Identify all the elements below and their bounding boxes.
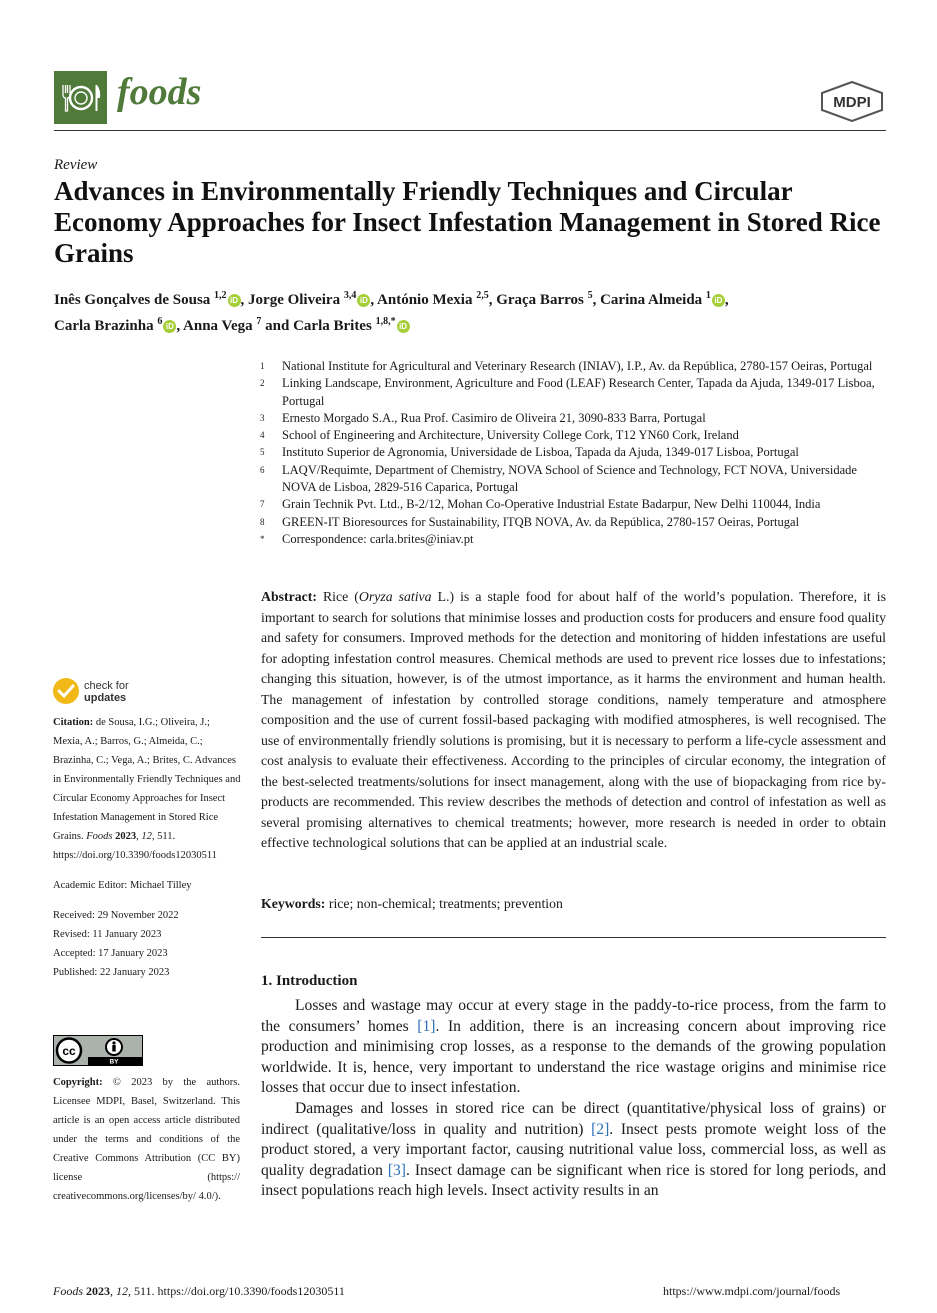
footer-journal-url[interactable]: https://www.mdpi.com/journal/foods bbox=[663, 1284, 841, 1298]
accepted-date: Accepted: 17 January 2023 bbox=[53, 948, 168, 959]
affiliation-item bbox=[260, 410, 886, 427]
abstract bbox=[261, 587, 886, 854]
affiliation-list bbox=[260, 358, 886, 548]
check-updates-label: check for bbox=[84, 680, 129, 692]
author-name: Graça Barros bbox=[496, 292, 584, 308]
citation-label: Citation: bbox=[53, 717, 94, 728]
keywords-label: Keywords: bbox=[261, 896, 326, 911]
check-updates-label-bold: updates bbox=[84, 692, 127, 704]
affiliation-number: 6 bbox=[260, 464, 265, 475]
cc-by-label: BY bbox=[109, 1058, 119, 1065]
fork-plate-knife-icon bbox=[54, 71, 107, 124]
paragraph bbox=[261, 1099, 886, 1202]
author-affiliation-marker: 5 bbox=[587, 290, 593, 301]
affiliation-text: School of Engineering and Architecture, University College Cork, T12 YN60 Cork, Ireland bbox=[282, 428, 739, 443]
author-affiliation-marker: 1,8,* bbox=[375, 316, 396, 327]
affiliation-text: Ernesto Morgado S.A., Rua Prof. Casimiro de Oliveira 21, 3090-833 Barra, Portugal bbox=[282, 410, 706, 425]
paragraph-text: . Insect damage can be significant when rice is stored for long periods, and insect populations reach high levels. Insect activity results in an bbox=[261, 1161, 886, 1200]
citation-journal: Foods bbox=[86, 831, 113, 842]
author-affiliation-marker: 7 bbox=[256, 316, 262, 327]
author-affiliation-marker: 1 bbox=[705, 290, 711, 301]
footer-year: 2023 bbox=[86, 1284, 110, 1298]
article-info-sidebar bbox=[53, 713, 241, 982]
author-separator: , bbox=[592, 292, 601, 308]
header-divider bbox=[54, 130, 886, 131]
mdpi-logo-icon bbox=[818, 80, 886, 122]
cc-by-license-badge[interactable] bbox=[53, 1035, 143, 1066]
affiliation-item bbox=[260, 427, 886, 444]
published-date: Published: 22 January 2023 bbox=[53, 967, 170, 978]
affiliation-text: Correspondence: carla.brites@iniav.pt bbox=[282, 531, 474, 546]
citation-text: de Sousa, I.G.; Oliveira, J.; Mexia, A.; Barros, G.; Almeida, C.; Brazinha, C.; Vega, A.; Brites, C. Advances in Environmentally Friendly Techniques and Circular Economy Approaches for Insect Infestation Management in Stored Rice Grains. bbox=[53, 717, 241, 842]
copyright-text: © 2023 by the authors. Licensee MDPI, Basel, Switzerland. This article is an open access article distributed under the terms and conditions of the Creative Commons Attribution (CC BY) license (https:// creativecommons.org/licenses/by/ 4.0/). bbox=[53, 1077, 240, 1202]
keywords-text: rice; non-chemical; treatments; prevention bbox=[328, 896, 563, 911]
checkmark-icon bbox=[53, 678, 79, 704]
affiliation-text: GREEN-IT Bioresources for Sustainability, ITQB NOVA, Av. da República, 2780-157 Oeiras, Portugal bbox=[282, 514, 800, 529]
abstract-label: Abstract: bbox=[261, 589, 317, 604]
abstract-text: L.) is a staple food for about half of the world’s population. Therefore, it is important to search for solutions that minimise losses and production costs for producers and ensure food quality and safety for consumers. Improved methods for the detection and monitoring of hidden infestations are useful for adopting infestation control measures. Chemical methods are used to prevent rice losses due to infestations; changing this situation, however, is of the utmost importance, as it harms the environment and human health. The management of infestation by controlled storage conditions, namely temperature and atmosphere composition and the use of current fossil-based packaging with modified atmospheres, is well recognised. The use of environmentally friendly solutions is promising, but it is necessary to perform a life-cycle assessment and cost analysis to evaluate their effectiveness. According to the principles of circular economy, the integration of the best-selected treatments/solutions for insect management, along with the use of biopackaging from rice by-products are recommended. This review describes the methods of detection and control of infestation as well as several promising alternatives to chemical treatments; however, more research is needed in order to obtain effective technological solutions that can be applied at an industrial scale. bbox=[261, 589, 886, 850]
paragraph-text: . In addition, there is an increasing concern about improving rice production and minimising crop losses, as a response to the demands of the growing population worldwide. It is, hence, very important to understand the rice wastage origins and minimise rice losses that occur due to insect infestation. bbox=[261, 1017, 886, 1097]
author-name: António Mexia bbox=[377, 292, 473, 308]
author-separator: , bbox=[370, 292, 378, 308]
footer-doi[interactable]: , 511. https://doi.org/10.3390/foods12030511 bbox=[128, 1284, 345, 1298]
author-name: Carla Brazinha bbox=[54, 318, 154, 334]
affiliation-number: 4 bbox=[260, 430, 265, 441]
orcid-icon[interactable]: iD bbox=[712, 294, 725, 307]
journal-name: foods bbox=[117, 71, 202, 113]
author-separator: and bbox=[261, 318, 294, 334]
citation-link[interactable]: [2] bbox=[591, 1120, 610, 1138]
copyright-label: Copyright: bbox=[53, 1077, 103, 1088]
author-affiliation-marker: 2,5 bbox=[476, 290, 489, 301]
affiliation-text: National Institute for Agricultural and Veterinary Research (INIAV), I.P., Av. da República, 2780-157 Oeiras, Portugal bbox=[282, 359, 873, 373]
affiliation-number: 1 bbox=[260, 361, 265, 371]
author-name: Carina Almeida bbox=[600, 292, 703, 308]
orcid-icon[interactable]: iD bbox=[228, 294, 241, 307]
creative-commons-icon bbox=[54, 1036, 142, 1065]
affiliation-number: * bbox=[260, 533, 265, 544]
affiliation-text: LAQV/Requimte, Department of Chemistry, NOVA School of Science and Technology, FCT NOVA, Universidade NOVA de Lisboa, 2829-516 Caparica, Portugal bbox=[282, 462, 857, 495]
article-title: Advances in Environmentally Friendly Techniques and Circular Economy Approaches for Insect Infestation Management in Stored Rice Grains bbox=[54, 176, 881, 268]
citation-link[interactable]: [1] bbox=[417, 1017, 436, 1035]
author-affiliation-marker: 3,4 bbox=[343, 290, 357, 301]
check-updates-button[interactable] bbox=[53, 678, 79, 704]
affiliation-text: Grain Technik Pvt. Ltd., B-2/12, Mohan Co-Operative Industrial Estate Badarpur, New Delhi 110044, India bbox=[282, 497, 821, 512]
citation: Citation: de Sousa, I.G.; Oliveira, J.; Mexia, A.; Barros, G.; Almeida, C.; Brazinha, C.; Vega, A.; Brites, C. Advances in Environmentally Friendly Techniques and Circular Economy Approaches for Insect Infestation Management in Stored Rice Grains. Foods 2023, 12, 511. https://doi.org/10.3390/foods12030511 bbox=[53, 717, 241, 861]
author-separator: , bbox=[176, 318, 184, 334]
affiliation-text: Instituto Superior de Agronomia, Universidade de Lisboa, Tapada da Ajuda, 1349-017 Lisboa, Portugal bbox=[282, 445, 799, 460]
publisher-name: MDPI bbox=[833, 94, 871, 111]
affiliation-number: 8 bbox=[260, 516, 265, 527]
footer-journal: Foods bbox=[53, 1284, 83, 1298]
paragraph-text: . Insect pests promote weight loss of the product stored, a very important factor, causing nutritional value loss, commercial loss, as well as quality degradation bbox=[261, 1120, 887, 1179]
article-type: Review bbox=[54, 157, 98, 173]
footer-volume: 12 bbox=[116, 1284, 128, 1298]
citation-year: 2023 bbox=[115, 831, 137, 842]
affiliation-number: 2 bbox=[260, 378, 265, 389]
affiliation-number: 5 bbox=[260, 447, 265, 458]
citation-volume: 12 bbox=[141, 831, 152, 842]
affiliation-item bbox=[260, 496, 886, 513]
orcid-icon[interactable]: iD bbox=[163, 320, 176, 333]
svg-text:cc: cc bbox=[62, 1044, 76, 1058]
introduction-body bbox=[261, 996, 886, 1202]
received-date: Received: 29 November 2022 bbox=[53, 910, 179, 921]
academic-editor: Academic Editor: Michael Tilley bbox=[53, 880, 192, 891]
affiliation-item bbox=[260, 531, 886, 548]
species-name: Oryza sativa bbox=[358, 589, 432, 604]
author-affiliation-marker: 6 bbox=[157, 316, 163, 327]
paragraph-text: Damages and losses in stored rice can be direct (quantitative/physical loss of grains) or indirect (qualitative/loss in quality and nutrition) bbox=[261, 1099, 886, 1138]
author-separator: , bbox=[488, 292, 497, 308]
revised-date: Revised: 11 January 2023 bbox=[53, 929, 162, 940]
citation-link[interactable]: [3] bbox=[387, 1161, 406, 1179]
author-name: Carla Brites bbox=[293, 318, 372, 334]
abstract-text-start: Rice ( bbox=[322, 589, 359, 604]
section-divider bbox=[261, 937, 886, 938]
author-name: Jorge Oliveira bbox=[248, 292, 341, 308]
paragraph bbox=[261, 996, 886, 1099]
author-affiliation-marker: 1,2 bbox=[214, 290, 227, 301]
author-name: Anna Vega bbox=[183, 318, 253, 334]
paragraph-text: Losses and wastage may occur at every stage in the paddy-to-rice process, from the farm to the consumers’ homes bbox=[261, 997, 886, 1035]
orcid-icon[interactable]: iD bbox=[397, 320, 410, 333]
journal-logo bbox=[54, 71, 107, 124]
orcid-icon[interactable]: iD bbox=[357, 294, 370, 307]
footer-citation: Foods 2023, 12, 511. https://doi.org/10.3390/foods12030511 bbox=[53, 1284, 345, 1298]
affiliation-item bbox=[260, 444, 886, 461]
copyright-notice bbox=[53, 1073, 240, 1206]
affiliation-item bbox=[260, 358, 886, 375]
affiliation-number: 7 bbox=[260, 499, 265, 510]
affiliation-item bbox=[260, 514, 886, 531]
section-heading-introduction: 1. Introduction bbox=[261, 973, 358, 989]
affiliation-number: 3 bbox=[260, 412, 265, 423]
affiliation-item bbox=[260, 375, 886, 410]
keywords bbox=[261, 894, 886, 914]
author-list bbox=[54, 285, 854, 337]
citation-doi[interactable]: , 511. https://doi.org/10.3390/foods12030511 bbox=[53, 831, 217, 861]
affiliation-text: Linking Landscape, Environment, Agriculture and Food (LEAF) Research Center, Tapada da Ajuda, 1349-017 Lisboa, Portugal bbox=[282, 376, 875, 408]
author-separator: , bbox=[724, 292, 729, 308]
author-separator: , bbox=[240, 292, 249, 308]
author-name: Inês Gonçalves de Sousa bbox=[54, 292, 211, 308]
affiliation-item bbox=[260, 462, 886, 497]
